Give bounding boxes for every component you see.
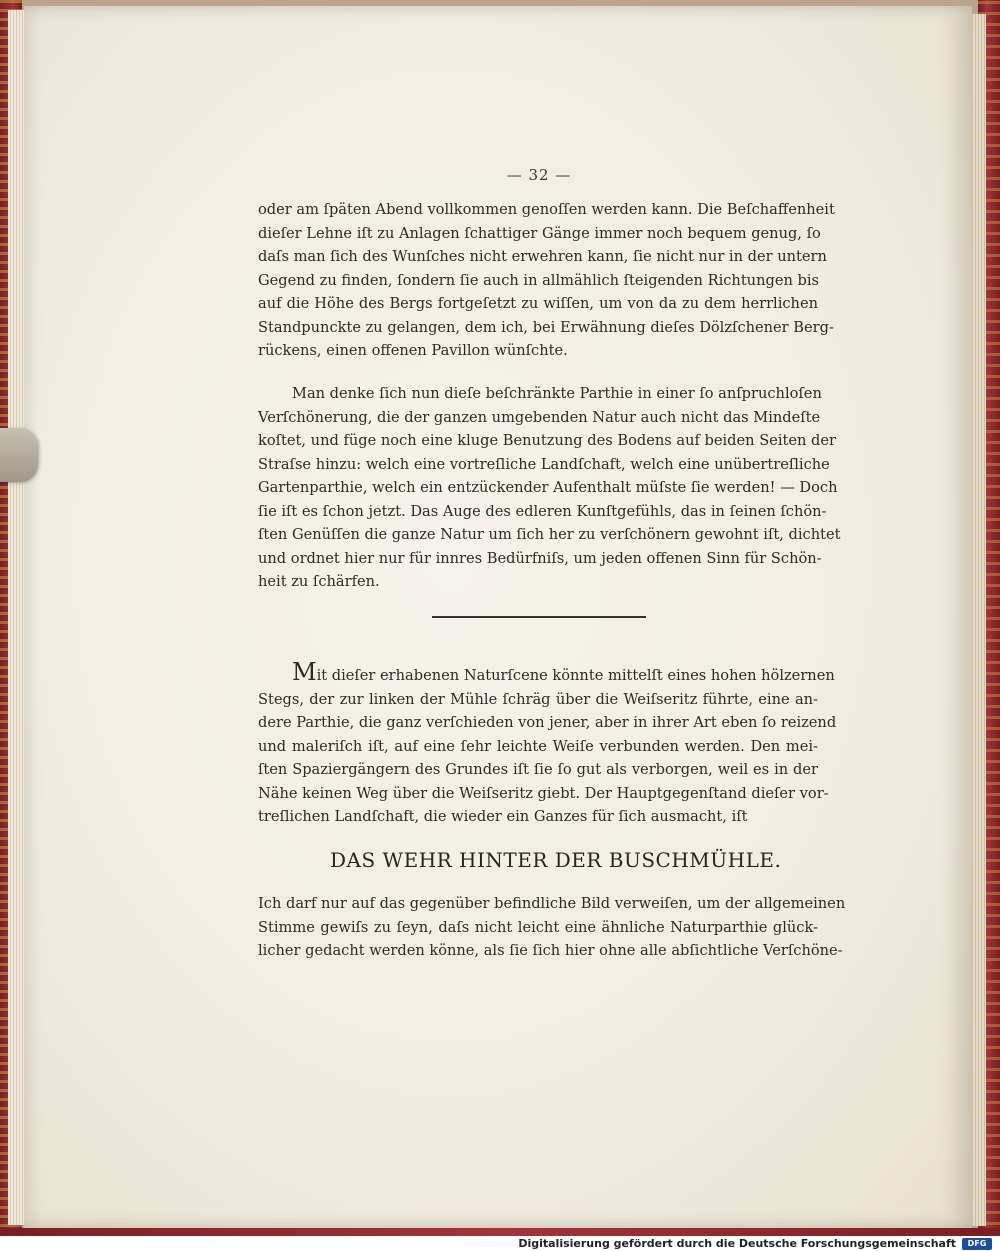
text-line: rückens, einen offenen Pavillon wünſchte. xyxy=(258,342,568,359)
text-line: treſlichen Landſchaft, die wieder ein Ganzes für ſich ausmacht, iſt xyxy=(258,808,748,825)
text-line: daſs man ſich des Wunſches nicht erwehren kann, ſie nicht nur in der untern xyxy=(258,248,827,265)
text-line: und ordnet hier nur für innres Bedürfniſs, um jeden offenen Sinn für Schön- xyxy=(258,549,822,567)
text-line: Standpunckte zu gelangen, dem ich, bei Erwähnung dieſes Dölzſchener Berg- xyxy=(258,318,834,336)
text-line: ſten Spaziergängern des Grundes iſt ſie ſo gut als verborgen, weil es in der xyxy=(258,761,818,778)
text-line: auf die Höhe des Bergs fortgeſetzt zu wiſſen, um von da zu dem herrlichen xyxy=(258,295,818,312)
text-line: ſten Genüſſen die ganze Natur um ſich her zu verſchönern gewohnt iſt, dichtet xyxy=(258,526,841,543)
text-line-rest: it dieſer erhabenen Naturſcene könnte mittelſt eines hohen hölzernen xyxy=(316,667,835,684)
text-line: licher gedacht werden könne, als ſie ſich hier ohne alle abſichtliche Verſchöne- xyxy=(258,942,843,959)
text-line: Man denke ſich nun dieſe beſchränkte Parthie in einer ſo anſpruchloſen xyxy=(292,385,822,402)
text-line: oder am ſpäten Abend vollkommen genoſſen werden kann. Die Beſchaffenheit xyxy=(258,201,835,218)
text-line: dieſer Lehne iſt zu Anlagen ſchattiger Gänge immer noch bequem genug, ſo xyxy=(258,224,821,242)
paragraph-1 xyxy=(258,198,835,363)
page-number: — 32 — xyxy=(506,166,572,184)
text-line: koſtet, und füge noch eine kluge Benutzung des Bodens auf beiden Seiten der xyxy=(258,432,836,449)
text-line: Straſse hinzu: welch eine vortreſliche Landſchaft, welch eine unübertreſliche xyxy=(258,455,830,473)
book-cover-bottom xyxy=(0,1228,1000,1236)
paragraph-2 xyxy=(258,382,841,594)
text-line: Gegend zu finden, ſondern ſie auch in allmählich ſteigenden Richtungen bis xyxy=(258,271,819,289)
text-line: Ich darf nur auf das gegenüber befindliche Bild verweiſen, um der allgemeinen xyxy=(258,895,846,912)
paragraph-4 xyxy=(258,892,846,963)
text-line xyxy=(258,658,835,688)
text-line: und maleriſch iſt, auf eine ſehr leichte Weiſe verbunden werden. Den mei- xyxy=(258,737,818,755)
dfg-logo: DFG xyxy=(962,1238,992,1250)
drop-cap: M xyxy=(292,658,317,686)
text-line: heit zu ſchärfen. xyxy=(258,573,380,590)
text-line: dere Parthie, die ganz verſchieden von jener, aber in ihrer Art eben ſo reizend xyxy=(258,714,837,731)
text-line: Stimme gewiſs zu ſeyn, daſs nicht leicht eine ähnliche Naturparthie glück- xyxy=(258,918,818,936)
text-line: ſie iſt es ſchon jetzt. Das Auge des edleren Kunſtgefühls, das in ſeinen ſchön- xyxy=(258,502,827,520)
bookmark-ribbon xyxy=(0,428,38,482)
text-line: Verſchönerung, die der ganzen umgebenden Natur auch nicht das Mindeſte xyxy=(258,408,821,426)
section-heading: DAS WEHR HINTER DER BUSCHMÜHLE. xyxy=(330,848,782,872)
text-line: Nähe keinen Weg über die Weiſseritz giebt. Der Hauptgegenſtand dieſer vor- xyxy=(258,784,829,802)
footer-credit: Digitalisierung gefördert durch die Deutsche Forschungsgemeinschaft xyxy=(518,1237,956,1250)
paragraph-3 xyxy=(258,658,837,829)
text-line: Stegs, der zur linken der Mühle ſchräg über die Weiſseritz führte, eine an- xyxy=(258,690,818,708)
text-line: Gartenparthie, welch ein entzückender Aufenthalt müſste ſie werden! — Doch xyxy=(258,479,838,496)
section-divider xyxy=(432,616,646,618)
